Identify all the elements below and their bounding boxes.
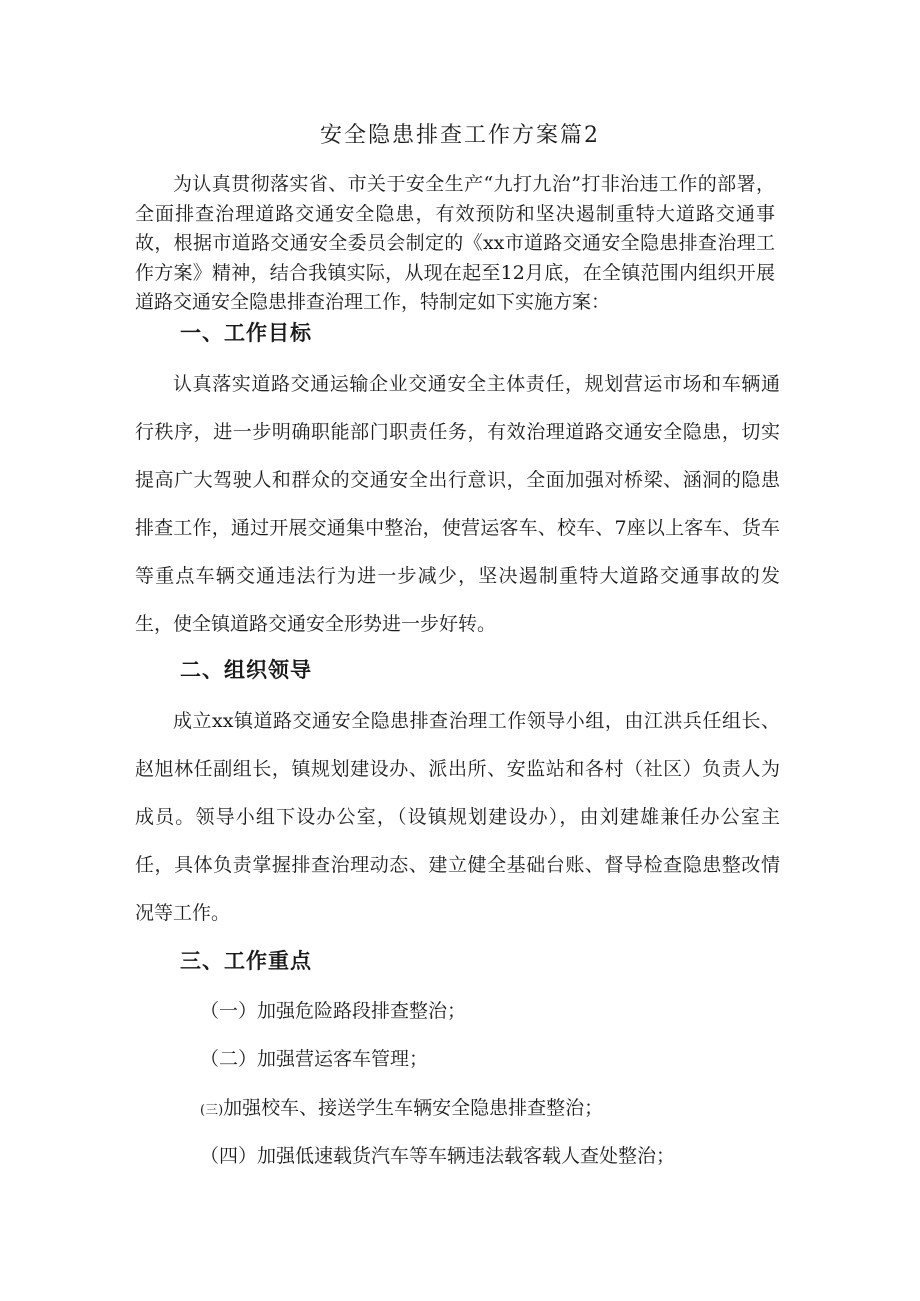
- document-title: 安全隐患排查工作方案篇2: [320, 123, 600, 148]
- section-body-goals: 认真落实道路交通运输企业交通安全主体责任，规划营运市场和车辆通行秩序，进一步明确职能部门职责任务，有效治理道路交通安全隐患，切实提高广大驾驶人和群众的交通安全出行意识，全面加强对桥梁、涵洞的隐患排查工作，通过开展交通集中整治，使营运客车、校车、7座以上客车、货车等重点车辆交通违法行为进一步减少，坚决遏制重特大道路交通事故的发生，使全镇道路交通安全形势进一步好转。: [135, 373, 780, 635]
- section-heading-focus: 三、工作重点: [180, 948, 312, 973]
- list-item-marker: （一）: [200, 1000, 258, 1022]
- list-item-marker: （四）: [200, 1145, 258, 1167]
- section-heading-organization: 二、组织领导: [180, 657, 312, 682]
- list-item: [200, 1093, 603, 1126]
- section-body-organization: 成立xx镇道路交通安全隐患排查治理工作领导小组，由江洪兵任组长、赵旭林任副组长，镇规划建设办、派出所、安监站和各村（社区）负责人为成员。领导小组下设办公室，（设镇规划建设办），由刘建雄兼任办公室主任，具体负责掌握排查治理动态、建立健全基础台账、督导检查隐患整改情况等工作。: [135, 710, 780, 924]
- list-item: [200, 1141, 675, 1171]
- list-item-text: 加强校车、接送学生车辆安全隐患排查整治；: [223, 1097, 604, 1119]
- list-item-marker: （二）: [200, 1048, 258, 1070]
- list-item-marker: (三): [200, 1103, 224, 1118]
- intro-paragraph: 为认真贯彻落实省、市关于安全生产“九打九治”打非治违工作的部署，全面排查治理道路交通安全隐患，有效预防和坚决遏制重特大道路交通事故，根据市道路交通安全委员会制定的《xx市道路交通安全隐患排查治理工作方案》精神，结合我镇实际，从现在起至12月底，在全镇范围内组织开展道路交通安全隐患排查治理工作，特制定如下实施方案：: [135, 173, 775, 313]
- list-item: [200, 1044, 428, 1074]
- list-item: [200, 996, 466, 1026]
- section-heading-goals: 一、工作目标: [180, 320, 312, 345]
- list-item-text: 加强营运客车管理；: [257, 1048, 429, 1070]
- list-item-text: 加强危险路段排查整治；: [257, 1000, 467, 1022]
- list-item-text: 加强低速载货汽车等车辆违法载客载人查处整治；: [257, 1145, 676, 1167]
